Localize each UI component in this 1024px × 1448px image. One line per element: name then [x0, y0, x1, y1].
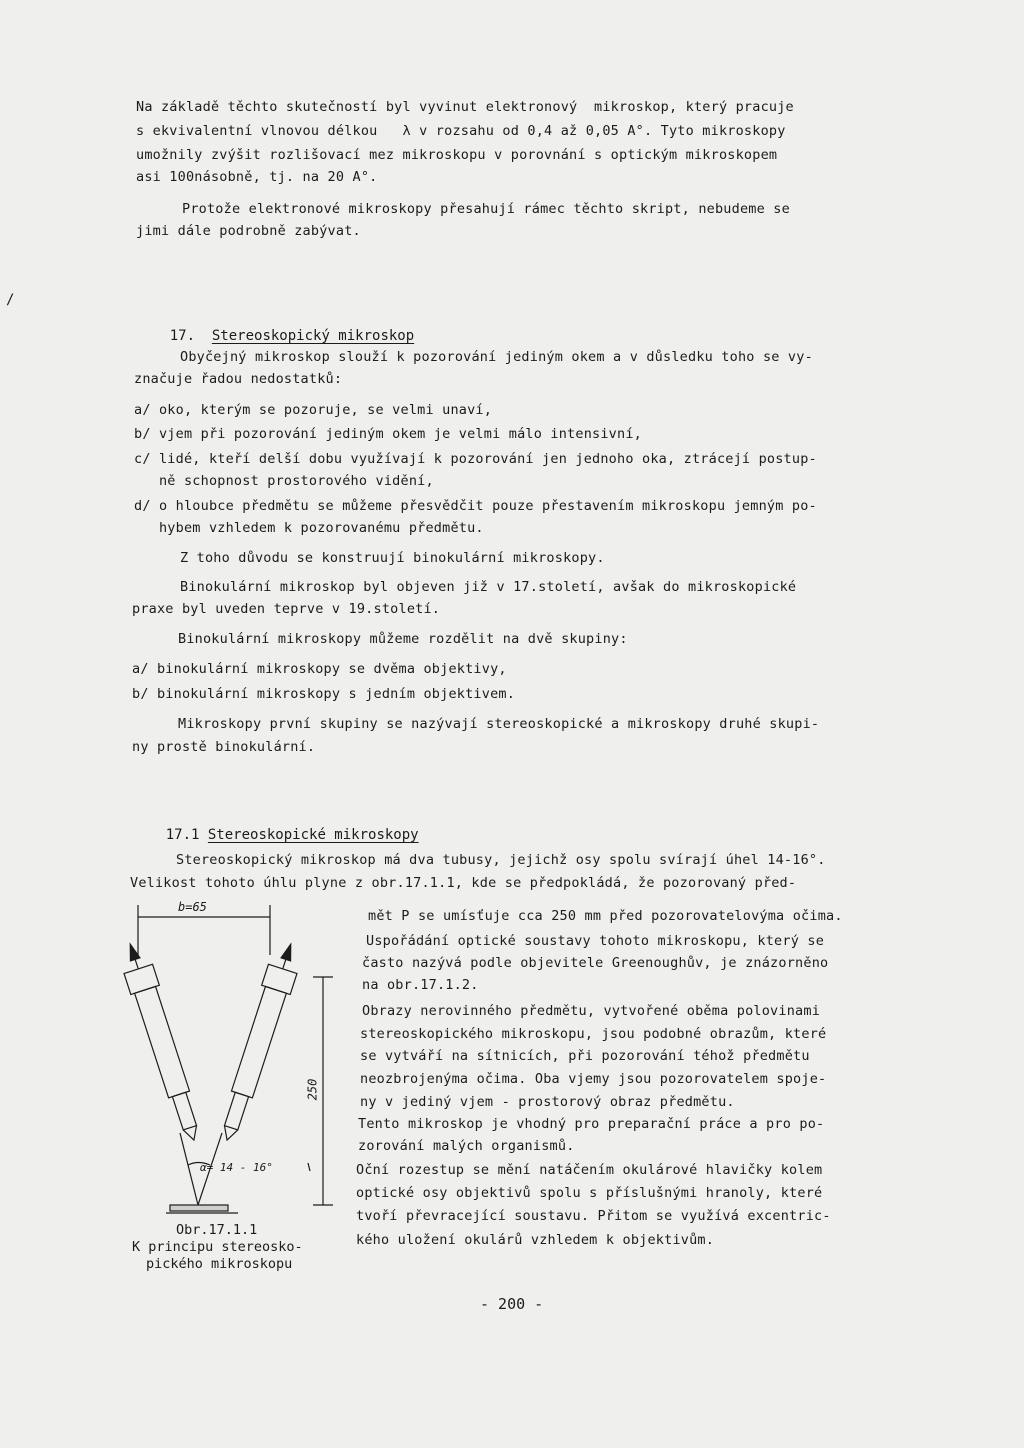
paragraph-line: mět P se umísťuje cca 250 mm před pozorovatelovýma očima. [368, 908, 843, 924]
paragraph-line: Binokulární mikroskopy můžeme rozdělit na dvě skupiny: [178, 631, 628, 647]
paragraph-line: praxe byl uveden teprve v 19.století. [132, 601, 441, 617]
paragraph-line: Stereoskopický mikroskop má dva tubusy, jejichž osy spolu svírají úhel 14-16°. [176, 852, 826, 868]
figure-caption-line: pického mikroskopu [146, 1256, 293, 1272]
paragraph-line: Obyčejný mikroskop slouží k pozorování jediným okem a v důsledku toho se vy- [180, 349, 813, 365]
paragraph-line: Uspořádání optické soustavy tohoto mikroskopu, který se [366, 933, 825, 949]
page-number: - 200 - [480, 1295, 544, 1313]
paragraph-line: značuje řadou nedostatků: [134, 371, 343, 387]
dimension-b-label: b=65 [178, 900, 207, 914]
paragraph-line: zorování malých organismů. [358, 1138, 575, 1154]
angle-label: α= 14 - 16° [200, 1161, 273, 1174]
figure-stereo-microscope [118, 895, 340, 1225]
paragraph-line: ny prostě binokulární. [132, 739, 316, 755]
paragraph-line: stereoskopického mikroskopu, jsou podobné obrazům, které [360, 1026, 827, 1042]
paragraph-line: Mikroskopy první skupiny se nazývají stereoskopické a mikroskopy druhé skupi- [178, 716, 820, 732]
section-number: 17.1 [165, 827, 200, 843]
paragraph-line: Tento mikroskop je vhodný pro preparační práce a pro po- [358, 1116, 825, 1132]
paragraph-line: neozbrojenýma očima. Oba vjemy jsou pozorovatelem spoje- [360, 1071, 827, 1087]
intro-para2-line: jimi dále podrobně zabývat. [136, 223, 361, 239]
margin-mark: / [6, 292, 15, 308]
paragraph-line: kého uložení okulárů vzhledem k objektivům. [356, 1232, 715, 1248]
list-item: c/ lidé, kteří delší dobu využívají k pozorování jen jednoho oka, ztrácejí postup- [134, 451, 817, 467]
section-number: 17. [169, 328, 196, 344]
paragraph-line: často nazývá podle objevitele Greenoughův, je znázorněno [362, 955, 829, 971]
list-item: b/ vjem při pozorování jediným okem je velmi málo intensivní, [134, 426, 642, 442]
intro-line: s ekvivalentní vlnovou délkou λ v rozsahu od 0,4 až 0,05 A°. Tyto mikroskopy [136, 123, 786, 139]
list-item: a/ binokulární mikroskopy se dvěma objektivy, [132, 661, 507, 677]
paragraph-line: na obr.17.1.2. [362, 977, 479, 993]
list-item: b/ binokulární mikroskopy s jedním objektivem. [132, 686, 516, 702]
list-item: a/ oko, kterým se pozoruje, se velmi unaví, [134, 402, 493, 418]
intro-line: asi 100násobně, tj. na 20 A°. [136, 169, 378, 185]
intro-para2-line: Protože elektronové mikroskopy přesahují rámec těchto skript, nebudeme se [182, 201, 790, 217]
figure-caption-line: Obr.17.1.1 [176, 1222, 258, 1238]
paragraph-line: ny v jediný vjem - prostorový obraz předmětu. [360, 1094, 735, 1110]
list-item: ně schopnost prostorového vidění, [134, 473, 434, 489]
paragraph-line: Oční rozestup se mění natáčením okulárové hlavičky kolem [356, 1162, 823, 1178]
paragraph-line: Velikost tohoto úhlu plyne z obr.17.1.1, kde se předpokládá, že pozorovaný před- [130, 875, 797, 891]
list-item: hybem vzhledem k pozorovanému předmětu. [134, 520, 484, 536]
section-title: Stereoskopické mikroskopy [207, 827, 419, 843]
dimension-height-label: 250 [305, 1078, 320, 1101]
paragraph-line: Binokulární mikroskop byl objeven již v 17.století, avšak do mikroskopické [180, 579, 797, 595]
paragraph-line: Obrazy nerovinného předmětu, vytvořené oběma polovinami [362, 1003, 821, 1019]
intro-line: Na základě těchto skutečností byl vyvinut elektronový mikroskop, který pracuje [136, 99, 794, 115]
intro-line: umožnily zvýšit rozlišovací mez mikroskopu v porovnání s optickým mikroskopem [136, 147, 778, 163]
figure-caption-line: K principu stereosko- [132, 1239, 303, 1255]
paragraph-line: optické osy objektivů spolu s příslušnými hranoly, které [356, 1185, 823, 1201]
paragraph-line: tvoří převracející soustavu. Přitom se využívá excentric- [356, 1208, 831, 1224]
paragraph-line: se vytváří na sítnicích, při pozorování téhož předmětu [360, 1048, 810, 1064]
section-title: Stereoskopický mikroskop [211, 328, 415, 344]
paragraph-line: Z toho důvodu se konstruují binokulární mikroskopy. [180, 550, 605, 566]
list-item: d/ o hloubce předmětu se můžeme přesvědčit pouze přestavením mikroskopu jemným po- [134, 498, 817, 514]
